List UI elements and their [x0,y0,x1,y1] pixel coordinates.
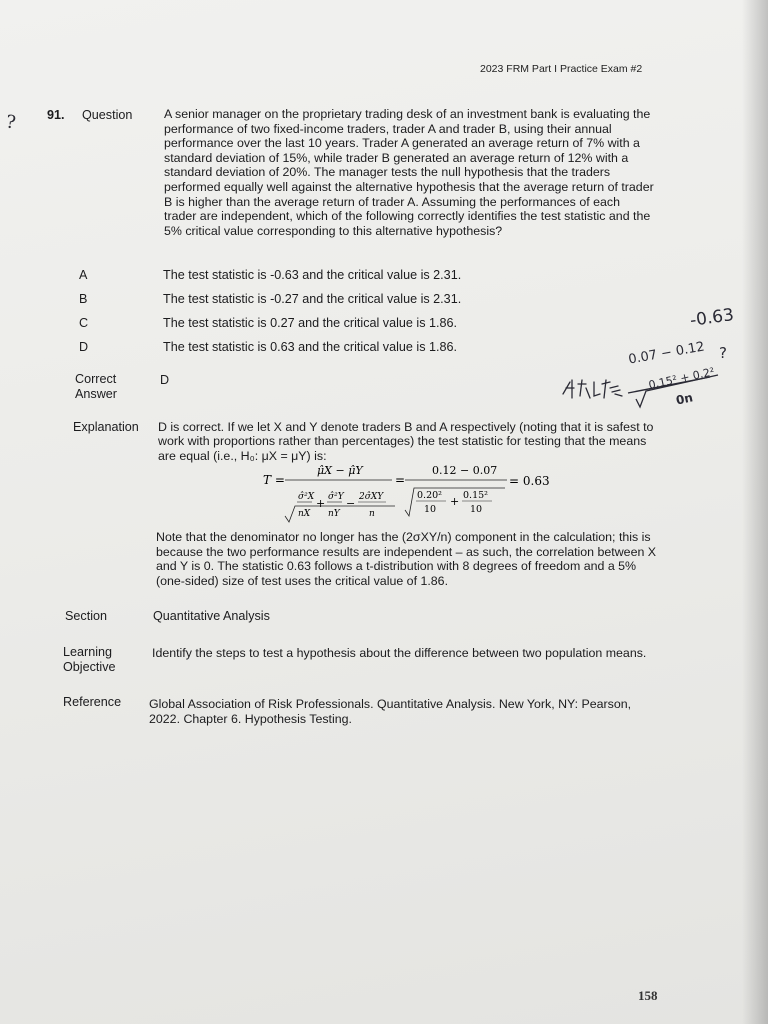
option-a-letter: A [79,268,88,282]
correct-answer-label-line1: Correct [75,372,117,386]
formula-den-term1-den: nX [298,509,311,519]
correct-answer-label [75,372,117,401]
formula-den-term2-num: σ̂²Y [328,492,344,502]
learning-objective-label-line1: Learning [63,645,113,659]
explanation-label: Explanation [73,420,139,434]
svg-text:+: + [316,497,326,510]
option-b-text: The test statistic is -0.27 and the critical value is 2.31. [163,292,462,306]
learning-objective-label [63,645,116,674]
formula-result: = 0.63 [509,474,550,488]
formula-den-term3-den: n [369,509,375,519]
section-value: Quantitative Analysis [153,609,270,623]
option-a-text: The test statistic is -0.63 and the critical value is 2.31. [163,268,462,282]
learning-objective-label-line2: Objective [63,659,116,674]
handwritten-fraction-den: 0.15² + 0.2² [647,365,716,392]
option-b-letter: B [79,292,88,306]
handwritten-den-under: 0n [674,390,695,408]
handwritten-top-value: -0.63 [688,305,736,331]
formula-den-n2: 0.15² [463,490,488,501]
option-d-text: The test statistic is 0.63 and the critical value is 1.86. [163,340,457,354]
formula-num-numeric: 0.12 − 0.07 [432,464,498,477]
handwritten-fraction-num: 0.07 − 0.12 [627,339,706,368]
formula-den-term2-den: nY [328,509,340,519]
option-c-text: The test statistic is 0.27 and the critical value is 1.86. [163,316,457,330]
formula-den-n1: 0.20² [417,490,442,501]
reference-label: Reference [63,695,122,709]
page-number: 158 [638,988,658,1003]
formula-lhs: T = [263,473,285,487]
handwritten-scribble [560,374,626,404]
formula-den-term3-num: 2σ̂XY [359,492,384,502]
formula-equals: = [395,473,406,487]
question-label: Question [82,108,133,122]
question-text: A senior manager on the proprietary trading desk of an investment bank is evaluating the performance of two fixed-income traders, trader A and trader B, using their annual performance over the last 10 years. Trader A generated an average return of 7% with a standard deviation of 15%, while trader B generated an average return of 12% with a standard deviation of 20%. The manager tests the null hypothesis that the traders performed equally well against the alternative hypothesis that the average return of trader B is higher than the average return of trader A. Assuming the performances of each trader are independent, which of the following correctly identifies the test statistic and the 5% critical value corresponding to this alternative hypothesis? [164,107,654,238]
correct-answer-label-line2: Answer [75,386,117,401]
test-statistic-formula [255,460,555,532]
svg-text:+: + [450,495,460,508]
section-label: Section [65,609,108,623]
correct-answer-value: D [160,373,170,387]
svg-text:−: − [346,497,356,510]
formula-den-term1-num: σ̂²X [298,492,315,502]
page-edge-shadow [742,0,768,1024]
explanation-note: Note that the denominator no longer has the (2σXY/n) component in the calculation; this is because the two performance results are independent – as such, the correlation between X and Y is 0. The statistic 0.63 follows a t-distribution with 8 degrees of freedom and a 5% (one-sided) size of test uses the critical value of 1.86. [156,530,657,588]
formula-den-d1: 10 [424,504,437,515]
formula-num-symbolic: μ̂X − μ̂Y [317,464,363,477]
option-c-letter: C [79,316,89,330]
option-d-letter: D [79,340,89,354]
question-number: 91. [47,108,65,122]
formula-den-d2: 10 [470,504,483,515]
explanation-intro: D is correct. If we let X and Y denote traders B and A respectively (noting that it is safest to work with proportions rather than percentages) the test statistic for testing that the means are equal (i.e., H₀: μX = μY) is: [158,420,654,463]
exam-header: 2023 FRM Part I Practice Exam #2 [480,63,643,75]
handwritten-question-mark: ? [719,344,727,362]
learning-objective-value: Identify the steps to test a hypothesis about the difference between two population means. [152,646,647,660]
handwritten-left-mark: ? [4,111,18,134]
reference-value: Global Association of Risk Professionals. Quantitative Analysis. New York, NY: Pearson, 2022. Chapter 6. Hypothesis Testing. [149,697,632,726]
